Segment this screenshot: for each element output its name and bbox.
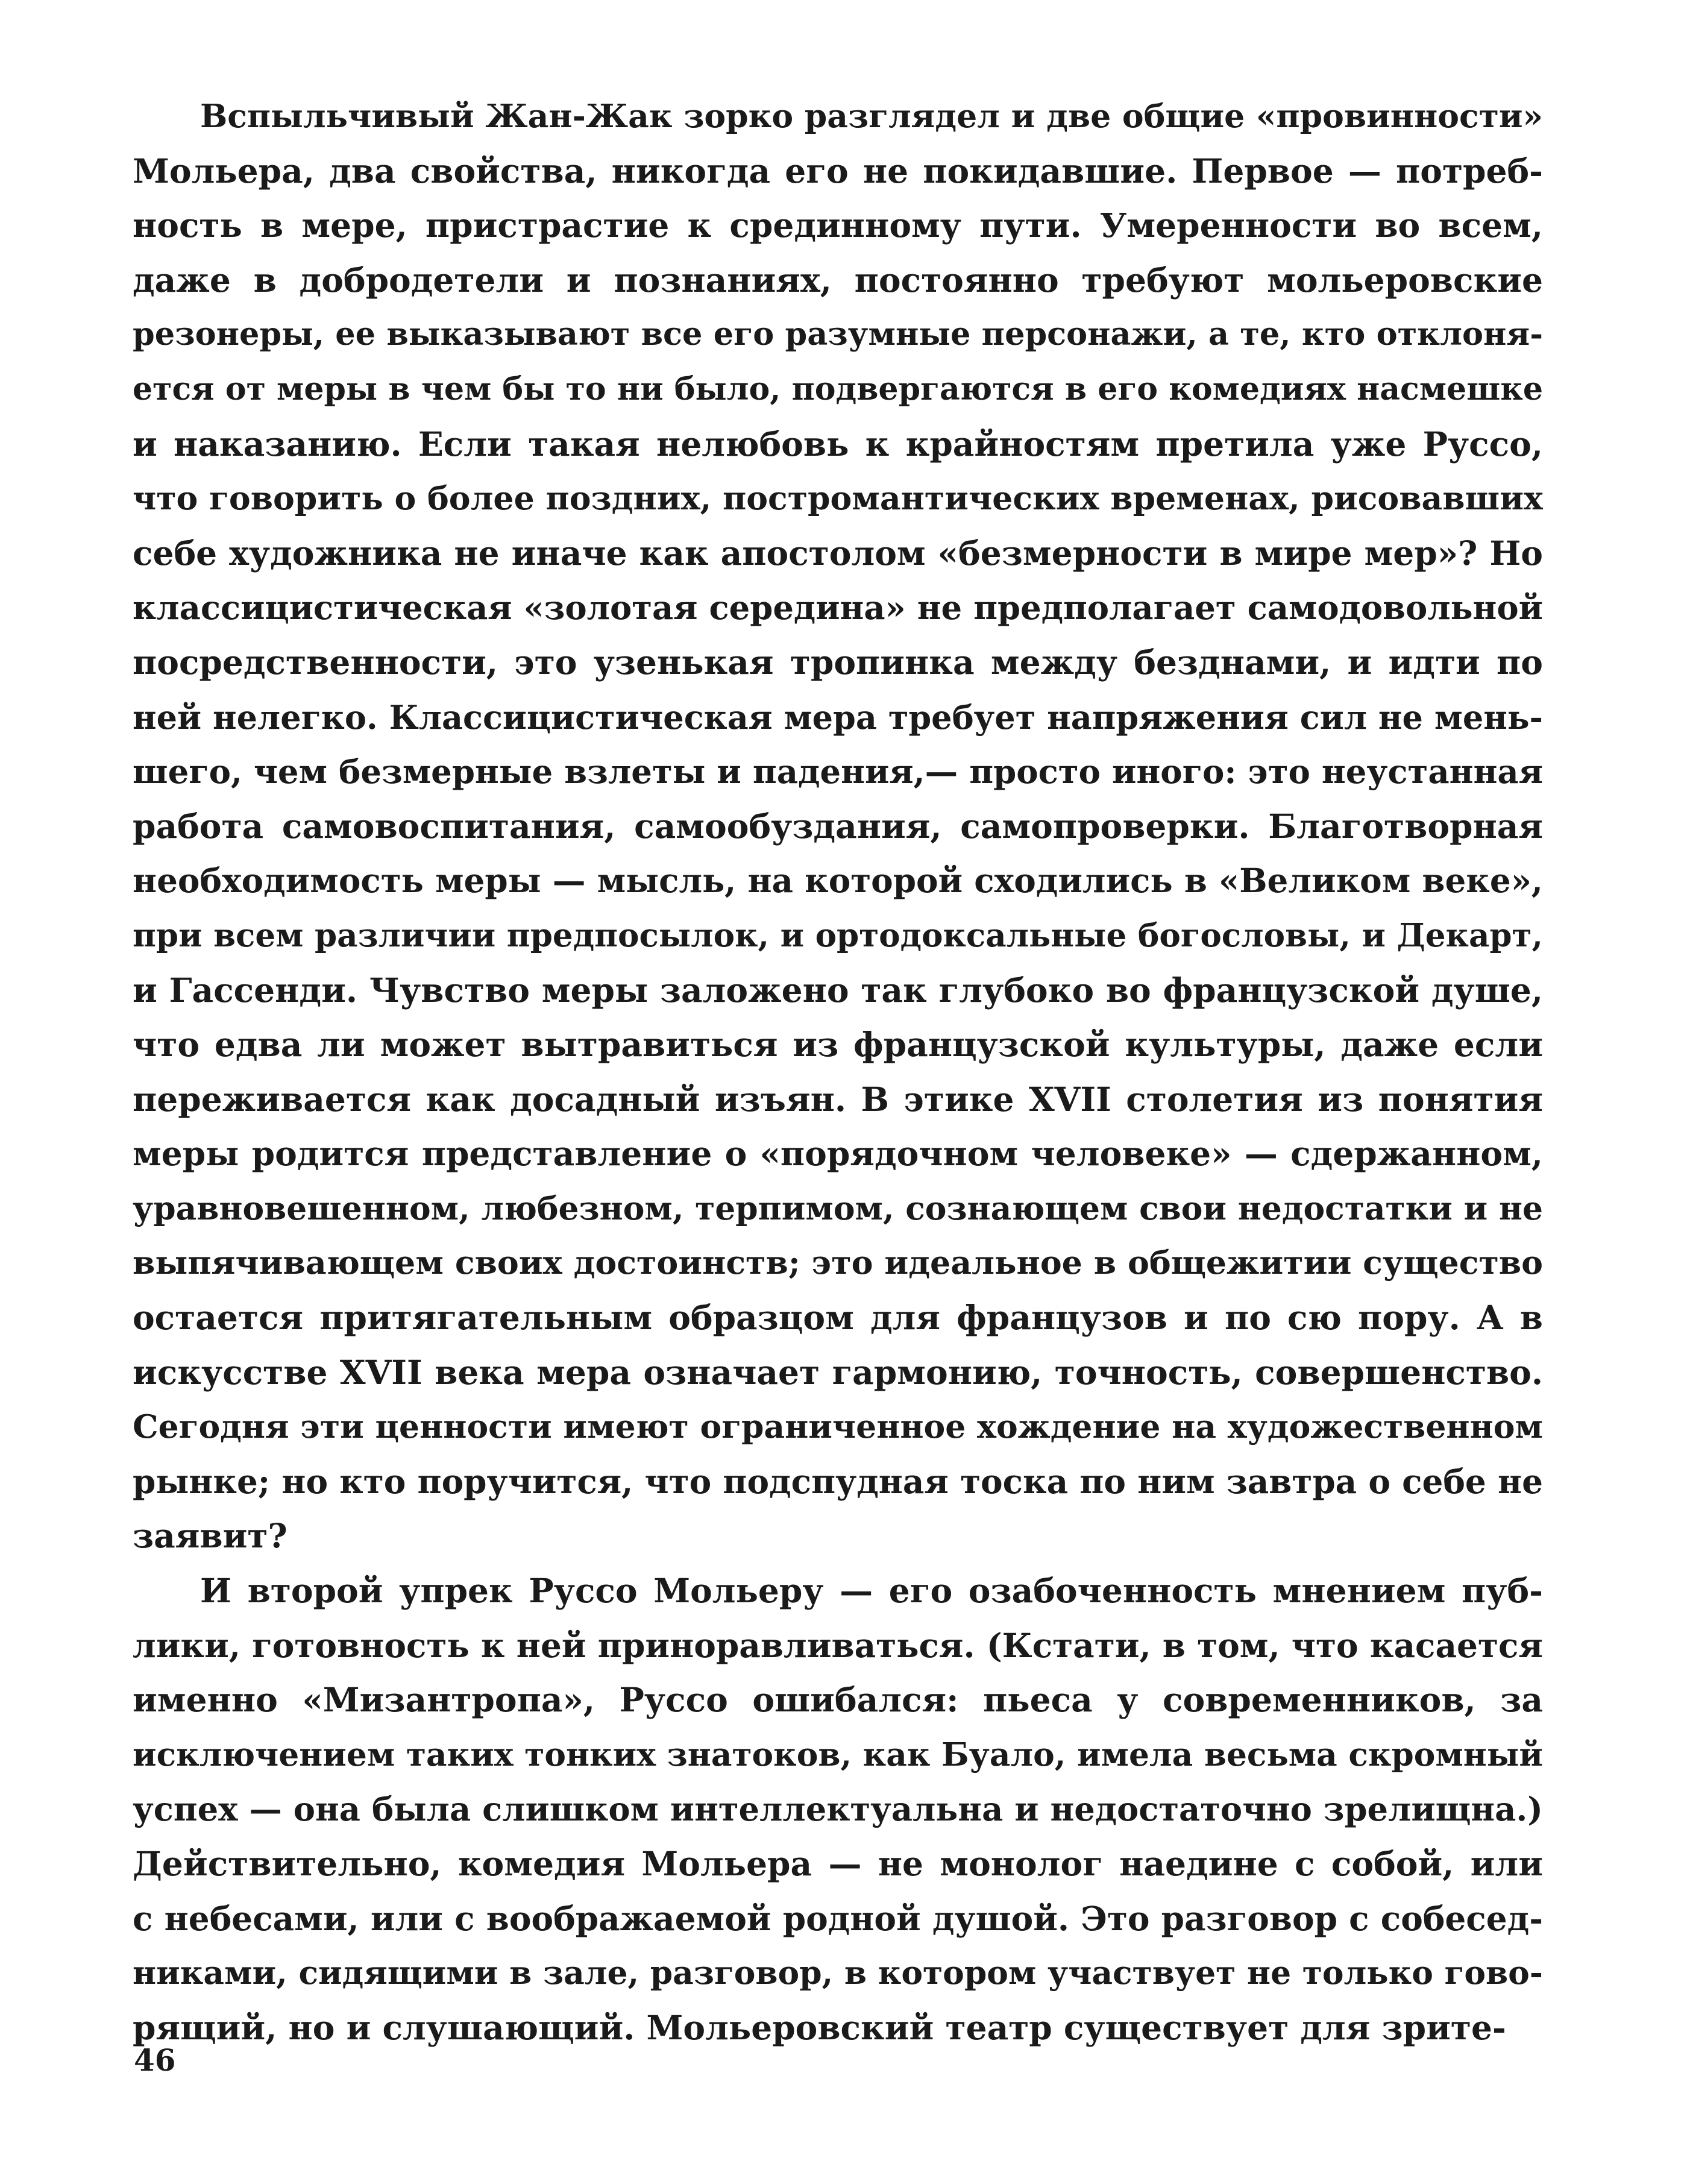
text-line: Действительно, комедия Мольера — не монолог наедине с собой, или: [133, 1844, 1543, 1883]
text-line: что говорить о более поздних, постромантических временах, рисовавших: [133, 479, 1543, 518]
text-line: исключением таких тонких знатоков, как Буало, имела весьма скромный: [133, 1735, 1543, 1773]
text-line: И второй упрек Руссо Мольеру — его озабоченность мнением пуб-: [200, 1571, 1543, 1611]
text-line: ность в мере, пристрастие к срединному пути. Умеренности во всем,: [133, 206, 1543, 245]
text-line: необходимость меры — мысль, на которой сходились в «Великом веке»,: [133, 861, 1543, 901]
text-line: при всем различии предпосылок, и ортодоксальные богословы, и Декарт,: [133, 916, 1543, 954]
text-line: Сегодня эти ценности имеют ограниченное хождение на художественном: [133, 1408, 1543, 1446]
text-line: остается притягательным образцом для французов и по сю пору. А в: [133, 1298, 1543, 1338]
text-line: именно «Мизантропа», Руссо ошибался: пьеса у современников, за: [133, 1680, 1543, 1720]
text-line: и наказанию. Если такая нелюбовь к крайностям претила уже Руссо,: [133, 424, 1543, 464]
text-line: уравновешенном, любезном, терпимом, сознающем свои недостатки и не: [133, 1189, 1543, 1227]
text-line: выпячивающем своих достоинств; это идеальное в общежитии существо: [133, 1244, 1543, 1282]
text-line: заявит?: [133, 1516, 287, 1556]
text-line: рынке; но кто поручится, что подспудная тоска по ним завтра о себе не: [133, 1462, 1543, 1501]
text-line: искусстве XVII века мера означает гармонию, точность, совершенство.: [133, 1352, 1543, 1392]
text-line: себе художника не иначе как апостолом «безмерности в мире мер»? Но: [133, 533, 1543, 573]
text-line: посредственности, это узенькая тропинка между безднами, и идти по: [133, 642, 1543, 682]
text-line: и Гассенди. Чувство меры заложено так глубоко во французской душе,: [133, 970, 1543, 1010]
text-line: лики, готовность к ней приноравливаться. (Кстати, в том, что касается: [133, 1625, 1543, 1665]
text-line: даже в добродетели и познаниях, постоянно требуют мольеровские: [133, 260, 1543, 300]
text-line: рящий, но и слушающий. Мольеровский театр существует для зрите-: [133, 2007, 1506, 2047]
text-line: никами, сидящими в зале, разговор, в котором участвует не только гово-: [133, 1954, 1543, 1992]
text-line: Мольера, два свойства, никогда его не покидавшие. Первое — потреб-: [133, 151, 1543, 190]
text-line: классицистическая «золотая середина» не предполагает самодовольной: [133, 588, 1543, 628]
page-number: 46: [134, 2042, 176, 2078]
text-line: успех — она была слишком интеллектуальна и недостаточно зрелищна.): [133, 1790, 1543, 1829]
text-line: переживается как досадный изъян. В этике XVII столетия из понятия: [133, 1079, 1543, 1119]
text-line: с небесами, или с воображаемой родной душой. Это разговор с собесед-: [133, 1898, 1543, 1938]
text-line: работа самовоспитания, самообуздания, самопроверки. Благотворная: [133, 806, 1543, 846]
text-line: Вспыльчивый Жан-Жак зорко разглядел и две общие «провинности»: [200, 97, 1543, 135]
text-line: меры родится представление о «порядочном человеке» — сдержанном,: [133, 1134, 1543, 1174]
paragraph: [133, 89, 1543, 1564]
paragraph: [133, 1564, 1543, 2055]
text-line: что едва ли может вытравиться из французской культуры, даже если: [133, 1025, 1543, 1065]
text-line: шего, чем безмерные взлеты и падения,— просто иного: это неустанная: [133, 752, 1543, 791]
text-line: ется от меры в чем бы то ни было, подвергаются в его комедиях насмешке: [133, 370, 1543, 408]
text-line: резонеры, ее выказывают все его разумные персонажи, а те, кто отклоня-: [133, 316, 1543, 353]
text-line: ней нелегко. Классицистическая мера требует напряжения сил не мень-: [133, 697, 1543, 737]
body-text: [133, 89, 1543, 2055]
